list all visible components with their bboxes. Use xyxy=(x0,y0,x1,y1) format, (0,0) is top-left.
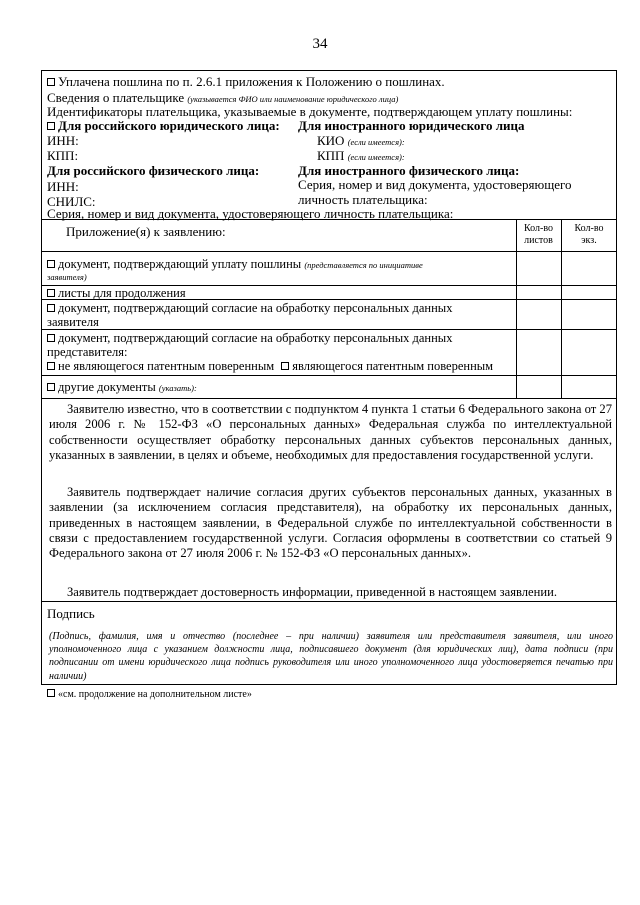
ru-legal-title: Для российского юридического лица: xyxy=(58,118,280,133)
table-bottom-line xyxy=(41,398,617,399)
doc-line1: Серия, номер и вид документа, удостоверяющего xyxy=(298,177,572,192)
fee-doc-row xyxy=(47,257,423,272)
consent-applicant-label: документ, подтверждающий согласие на обработку персональных данных xyxy=(58,301,453,315)
statement-2-text: Заявитель подтверждает наличие согласия других субъектов персональных данных, указанных в заявлении (за исключением согласия представителя), на обработку их персональных данных, приведенных в настоящем заявлении, в Федеральной службе по интеллектуальной собственности в связи с предоставлением государственной услуги. Согласия оформлены в соответствии со статьей 9 Федерального закона от 27 июля 2006 г. № 152-ФЗ «О персональных данных». xyxy=(49,485,612,561)
doc-full-label: Серия, номер и вид документа, удостоверяющего личность плательщика: xyxy=(47,206,454,221)
statement-1-text: Заявителю известно, что в соответствии с подпунктом 4 пункта 1 статьи 6 Федерального закона от 27 июля 2006 г. № 152-ФЗ «О персональных данных» Федеральная служба по интеллектуальной собственности осуществляет обработку персональных данных субъектов персональных данных, указанных в заявлении, в целях и объеме, необходимых для предоставления государственной услуги. xyxy=(49,402,612,462)
col-copies-header xyxy=(561,223,617,247)
foreign-person-title: Для иностранного физического лица: xyxy=(298,163,520,178)
kpp-foreign-hint: (если имеется): xyxy=(347,152,405,162)
continuation-row xyxy=(47,286,186,300)
kio-label: КИО xyxy=(317,133,345,148)
consent-applicant-line2: заявителя xyxy=(47,315,99,329)
not-attorney-checkbox[interactable] xyxy=(47,362,55,370)
fee-doc-hint2: заявителя) xyxy=(47,272,87,282)
is-attorney-checkbox[interactable] xyxy=(281,362,289,370)
ru-legal-row xyxy=(47,118,280,133)
statement-3 xyxy=(49,585,612,600)
signature-top-line xyxy=(41,601,617,602)
kio-hint: (если имеется): xyxy=(347,137,405,147)
kpp-foreign-label: КПП xyxy=(317,148,345,163)
kpp-label: КПП: xyxy=(47,148,79,163)
row-line-4 xyxy=(41,329,617,330)
signature-label: Подпись xyxy=(47,606,95,621)
row-line-5 xyxy=(41,375,617,376)
continuation-note-checkbox[interactable] xyxy=(47,689,55,697)
continuation-note-text: «см. продолжение на дополнительном листе» xyxy=(58,689,252,700)
fee-paid-label: Уплачена пошлина по п. 2.6.1 приложения к Положению о пошлинах. xyxy=(58,74,445,89)
consent-applicant-checkbox[interactable] xyxy=(47,304,55,312)
fee-paid-checkbox[interactable] xyxy=(47,78,55,86)
statement-1 xyxy=(49,402,612,463)
inn-label: ИНН: xyxy=(47,133,79,148)
foreign-legal-title: Для иностранного юридического лица xyxy=(298,118,525,133)
consent-rep-line2: представителя: xyxy=(47,345,128,359)
other-docs-checkbox[interactable] xyxy=(47,383,55,391)
col-sheets-line1: Кол-во xyxy=(523,223,553,234)
continuation-checkbox[interactable] xyxy=(47,289,55,297)
col-sheets-line2: листов xyxy=(524,235,553,246)
other-docs-row xyxy=(47,380,197,395)
col-copies-line1: Кол-во xyxy=(574,223,604,234)
signature-note: (Подпись, фамилия, имя и отчество (последнее – при наличии) заявителя или представителя заявителя, или иного уполномоченного лица с указанием должности лица, подписавшего документ (для юридических лиц), дата подписи (при подписании от имени юридического лица подпись руководителя или иного уполномоченного лица удостоверяется печатью при наличии) xyxy=(49,631,613,682)
page-number: 34 xyxy=(312,36,328,52)
fee-doc-label: документ, подтверждающий уплату пошлины xyxy=(58,257,302,271)
fee-paid-row xyxy=(47,74,445,89)
other-docs-label: другие документы xyxy=(58,380,156,394)
table-top-line xyxy=(41,219,617,220)
consent-rep-row xyxy=(47,331,452,345)
consent-applicant-row xyxy=(47,301,452,315)
inn2-label: ИНН: xyxy=(47,179,79,194)
statement-3-text: Заявитель подтверждает достоверность информации, приведенной в настоящем заявлении. xyxy=(67,585,558,599)
col-copies-line2: экз. xyxy=(581,235,597,246)
consent-rep-checkbox[interactable] xyxy=(47,334,55,342)
row-line-1 xyxy=(41,251,617,252)
ru-person-title: Для российского физического лица: xyxy=(47,163,260,178)
continuation-label: листы для продолжения xyxy=(58,286,186,300)
snils-label: СНИЛС: xyxy=(47,194,96,209)
ru-legal-checkbox[interactable] xyxy=(47,122,55,130)
doc-line2: личность плательщика: xyxy=(298,192,428,207)
payer-info-hint: (указывается ФИО или наименование юридического лица) xyxy=(187,94,399,104)
payer-ids-label: Идентификаторы плательщика, указываемые в документе, подтверждающем уплату пошлины: xyxy=(47,104,573,119)
continuation-note xyxy=(47,689,252,700)
not-attorney-label: не являющегося патентным поверенным xyxy=(58,359,275,373)
attachments-title: Приложение(я) к заявлению: xyxy=(66,224,226,239)
other-docs-hint: (указать): xyxy=(158,383,197,393)
fee-doc-hint: (представляется по инициативе xyxy=(304,260,423,270)
fee-doc-checkbox[interactable] xyxy=(47,260,55,268)
col-sheets-header xyxy=(516,223,561,247)
is-attorney-label: являющегося патентным поверенным xyxy=(292,359,494,373)
payer-info-label: Сведения о плательщике xyxy=(47,90,185,105)
attorney-options-row xyxy=(47,359,493,373)
statement-2 xyxy=(49,485,612,561)
consent-rep-label: документ, подтверждающий согласие на обработку персональных данных xyxy=(58,331,453,345)
